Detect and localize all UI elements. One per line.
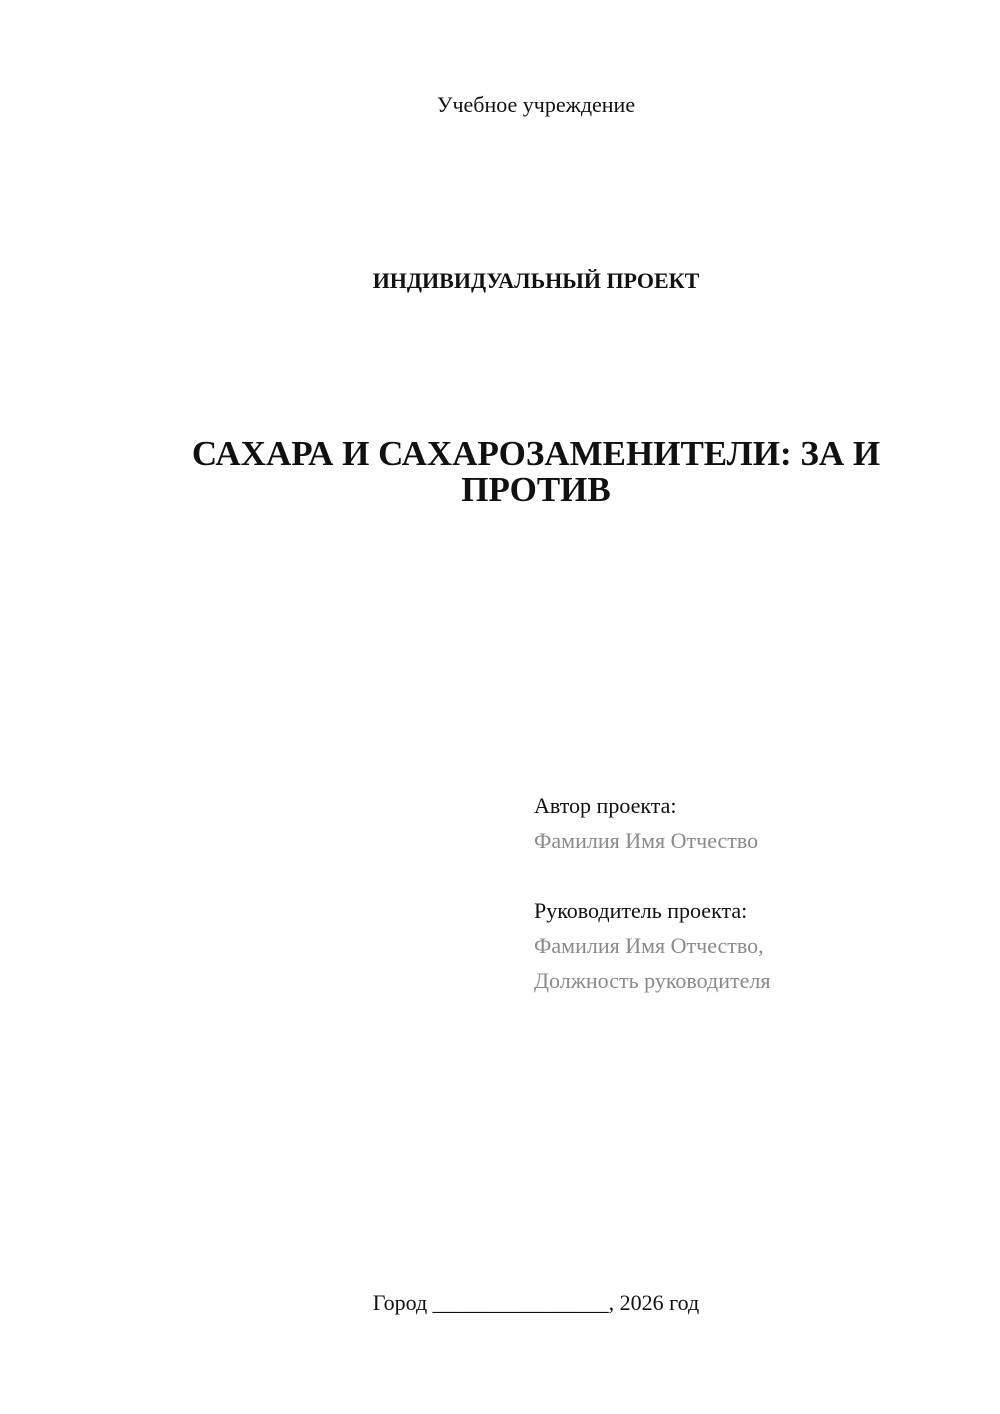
supervisor-position: Должность руководителя [534, 968, 771, 993]
supervisor-label: Руководитель проекта: [534, 898, 748, 923]
author-label: Автор проекта: [534, 793, 677, 818]
project-title: САХАРА И САХАРОЗАМЕНИТЕЛИ: ЗА И ПРОТИВ [191, 434, 881, 509]
project-info-block [534, 788, 954, 998]
supervisor-name: Фамилия Имя Отчество, [534, 933, 764, 958]
author-name: Фамилия Имя Отчество [534, 828, 759, 853]
project-type-heading: ИНДИВИДУАЛЬНЫЙ ПРОЕКТ [372, 268, 700, 293]
institution-name: Учебное учреждение [436, 92, 636, 117]
info-spacer [534, 858, 954, 893]
city-year-footer: Город ________________, 2026 год [372, 1290, 700, 1315]
